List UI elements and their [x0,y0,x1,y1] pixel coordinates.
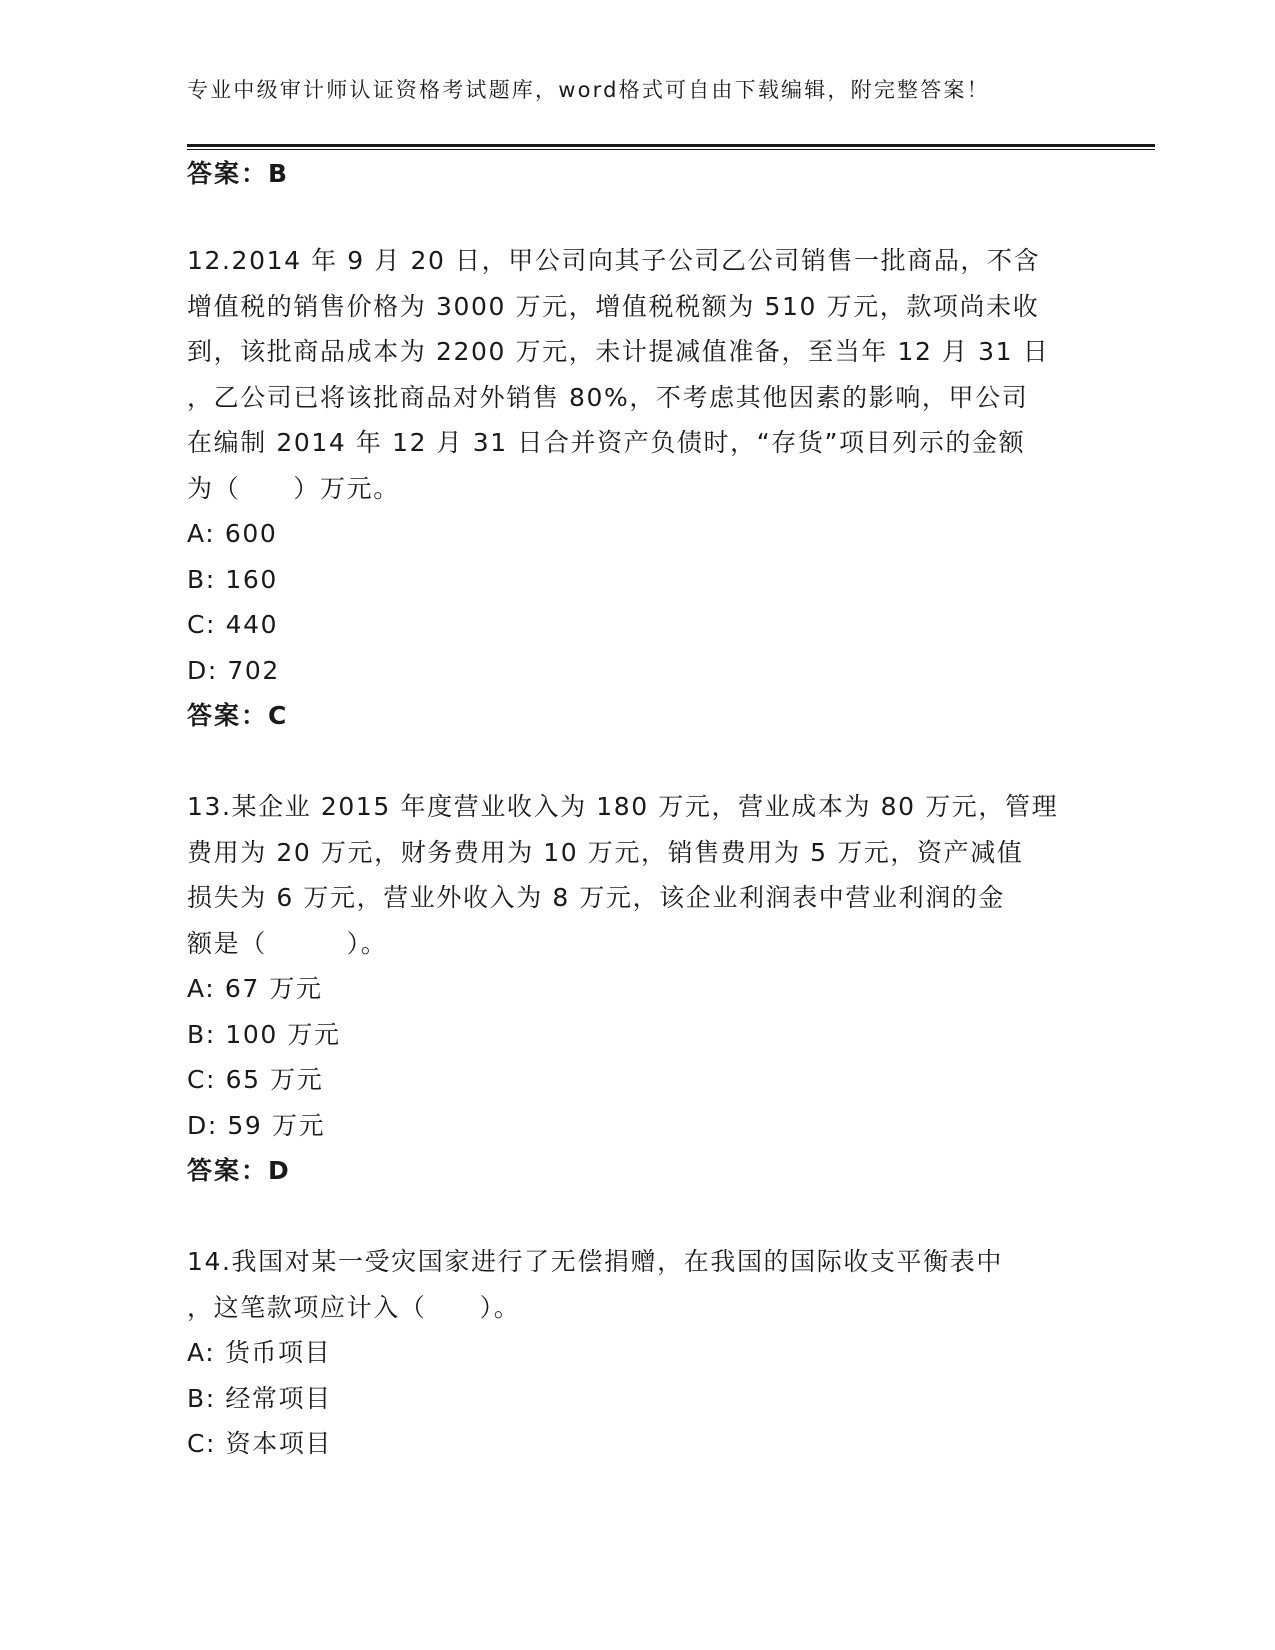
option-d: D: 702 [187,655,280,685]
option-b: B: 经常项目 [187,1383,332,1413]
option-a: A: 600 [187,519,278,548]
question-text-line: 增值税的销售价格为 3000 万元，增值税税额为 510 万元，款项尚未收 [187,291,1040,321]
answer-text: 答案：B [187,159,290,188]
option-b: B: 160 [187,564,278,594]
option-a: A: 67 万元 [187,974,323,1003]
previous-answer-block [187,151,1087,197]
question-text-line: 额是（ ）。 [187,928,388,958]
question-text-line: 在编制 2014 年 12 月 31 日合并资产负债时，“存货”项目列示的金额 [187,428,1026,457]
question-text-line: ，乙公司已将该批商品对外销售 80%，不考虑其他因素的影响，甲公司 [187,382,1029,412]
option-a: A: 货币项目 [187,1338,332,1367]
question-13 [187,784,1087,1194]
option-b: B: 100 万元 [187,1019,341,1049]
question-text-line: 12.2014 年 9 月 20 日，甲公司向其子公司乙公司销售一批商品，不含 [187,246,1041,275]
question-text-line: 为（ ）万元。 [187,473,400,503]
header-divider [187,144,1155,147]
header-divider-thin [187,149,1155,150]
question-14 [187,1239,1087,1467]
option-c: C: 440 [187,610,279,639]
question-text-line: 费用为 20 万元，财务费用为 10 万元，销售费用为 5 万元，资产减值 [187,837,1024,867]
question-12 [187,238,1087,739]
option-c: C: 资本项目 [187,1429,333,1458]
question-text-line: ，这笔款项应计入（ ）。 [187,1292,521,1322]
page-header: 专业中级审计师认证资格考试题库，word格式可自由下载编辑，附完整答案！ [187,78,990,102]
answer-text: 答案：D [187,1156,291,1185]
question-text-line: 损失为 6 万元，营业外收入为 8 万元，该企业利润表中营业利润的金 [187,883,1006,912]
question-text-line: 13.某企业 2015 年度营业收入为 180 万元，营业成本为 80 万元，管理 [187,792,1059,821]
question-text-line: 到，该批商品成本为 2200 万元，未计提减值准备，至当年 12 月 31 日 [187,337,1050,366]
question-text-line: 14.我国对某一受灾国家进行了无偿捐赠，在我国的国际收支平衡表中 [187,1247,1003,1276]
answer-text: 答案：C [187,701,289,730]
option-c: C: 65 万元 [187,1065,324,1094]
option-d: D: 59 万元 [187,1110,326,1140]
